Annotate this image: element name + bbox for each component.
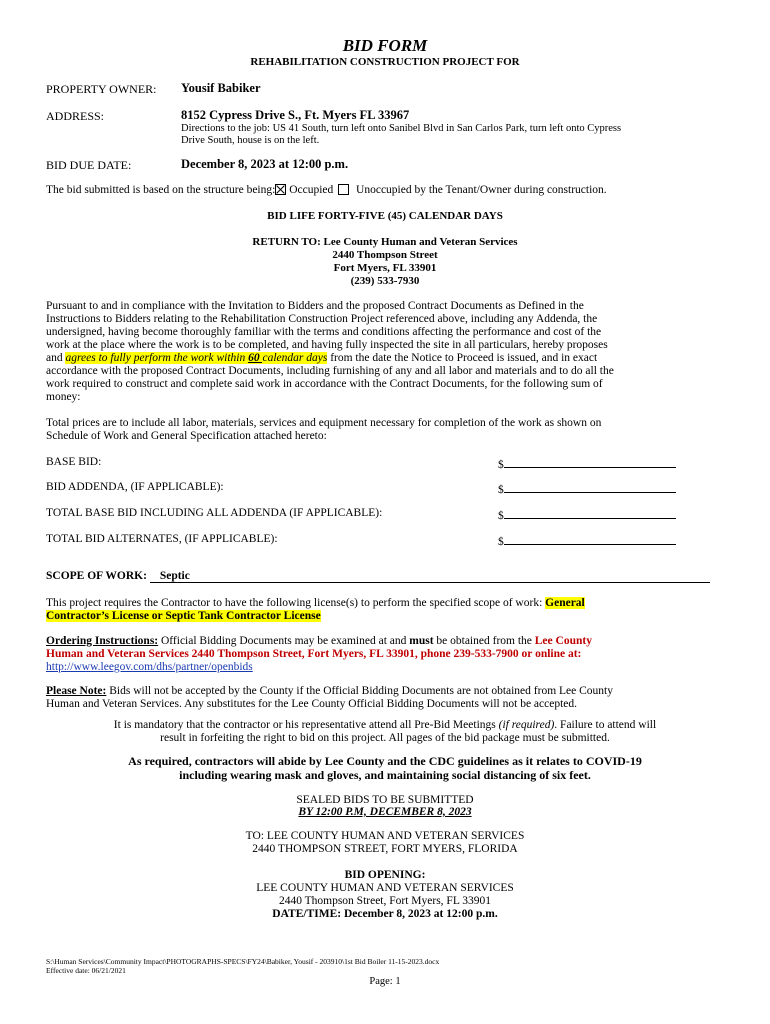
address-value: 8152 Cypress Drive S., Ft. Myers FL 33967 — [181, 108, 410, 122]
dollar-sign: $ — [498, 536, 504, 548]
pursuant-text: and — [46, 352, 66, 364]
sealed-bids-line-1: SEALED BIDS TO BE SUBMITTED — [296, 794, 474, 806]
totals-note-line: Schedule of Work and General Specification attached hereto: — [46, 430, 327, 442]
mandatory-line-1 — [0, 719, 770, 731]
pursuant-line: Pursuant to and in compliance with the Invitation to Bidders and the proposed Contract Documents as Defined in the — [46, 300, 584, 312]
note-label: Please Note: — [46, 685, 107, 697]
unoccupied-label: Unoccupied by the Tenant/Owner during construction. — [356, 184, 607, 196]
ordering-must: must — [409, 635, 434, 647]
scope-label: SCOPE OF WORK: — [46, 570, 147, 582]
totals-note-line: Total prices are to include all labor, materials, services and equipment necessary for completion of the work as shown on — [46, 417, 602, 429]
total-base-bid-label: TOTAL BASE BID INCLUDING ALL ADDENDA (IF APPLICABLE): — [46, 507, 383, 519]
bid-life: BID LIFE FORTY-FIVE (45) CALENDAR DAYS — [267, 210, 503, 222]
days-value: 60 — [248, 352, 263, 364]
pursuant-line: undersigned, having become thoroughly familiar with the terms and conditions affecting the performance and cost of the — [46, 326, 602, 338]
amount-blank[interactable] — [504, 481, 676, 493]
scope-value: Septic — [150, 570, 710, 583]
agree-highlight: agrees to fully perform the work within — [65, 352, 249, 364]
mandatory-line-2: result in forfeiting the right to bid on this project. All pages of the bid package must be submitted. — [160, 732, 610, 744]
due-date-value: December 8, 2023 at 12:00 p.m. — [181, 157, 349, 171]
to-line-2: 2440 THOMPSON STREET, FORT MYERS, FLORIDA — [252, 843, 518, 855]
bid-opening-datetime: DATE/TIME: December 8, 2023 at 12:00 p.m. — [272, 908, 498, 920]
directions-line-2: Drive South, house is on the left. — [181, 135, 320, 146]
pursuant-line: money: — [46, 391, 81, 403]
amount-blank[interactable] — [504, 533, 676, 545]
bid-opening-line-3: 2440 Thompson Street, Fort Myers, FL 33901 — [278, 895, 492, 907]
pursuant-line: accordance with the proposed Contract Documents, including furnishing of any and all labor and materials and to do all the — [46, 365, 614, 377]
dollar-sign: $ — [498, 459, 504, 471]
base-bid-label: BASE BID: — [46, 456, 102, 468]
amount-blank[interactable] — [504, 456, 676, 468]
license-highlight: General — [545, 597, 585, 609]
ordering-text: be obtained from the — [433, 635, 535, 647]
mandatory-text: It is mandatory that the contractor or his representative attend all Pre-Bid Meetings — [113, 719, 499, 731]
covid-line-1: As required, contractors will abide by Lee County and the CDC guidelines as it relates to COVID-19 — [128, 754, 642, 768]
openbids-link[interactable]: http://www.leegov.com/dhs/partner/openbids — [46, 661, 253, 673]
ordering-label: Ordering Instructions: — [46, 635, 159, 647]
return-to-line-4: (239) 533-7930 — [350, 275, 420, 287]
total-base-bid-amount-field[interactable] — [498, 507, 676, 522]
ordering-text: Official Bidding Documents may be examined at and — [158, 635, 410, 647]
license-text: This project requires the Contractor to have the following license(s) to perform the specified scope of work: — [46, 597, 546, 609]
mandatory-italic: (if required) — [498, 719, 555, 731]
covid-line-2: including wearing mask and gloves, and maintaining social distancing of six feet. — [179, 768, 591, 782]
pursuant-text: from the date the Notice to Proceed is issued, and in exact — [327, 352, 598, 364]
structure-line — [46, 184, 607, 196]
document-title: BID FORM — [342, 36, 428, 55]
pursuant-paragraph — [46, 300, 726, 404]
directions-line-1: Directions to the job: US 41 South, turn left onto Sanibel Blvd in San Carlos Park, turn left onto Cypress — [181, 123, 622, 134]
bid-addenda-amount-field[interactable] — [498, 481, 676, 496]
return-to-line-3: Fort Myers, FL 33901 — [333, 262, 437, 274]
to-line-1: TO: LEE COUNTY HUMAN AND VETERAN SERVICES — [245, 830, 525, 842]
page-number: Page: 1 — [369, 976, 401, 987]
bid-addenda-label: BID ADDENDA, (IF APPLICABLE): — [46, 481, 224, 493]
amount-blank[interactable] — [504, 507, 676, 519]
return-to-line-1: RETURN TO: Lee County Human and Veteran Services — [252, 236, 518, 248]
ordering-instructions — [46, 635, 726, 674]
footer-effective-date: Effective date: 06/21/2021 — [46, 966, 126, 975]
due-date-label: BID DUE DATE: — [46, 158, 132, 172]
pursuant-line-agree — [46, 352, 726, 365]
agree-highlight: calendar days — [262, 352, 328, 364]
mandatory-text: . Failure to attend will — [554, 719, 657, 731]
pursuant-line: work at the place where the work is to be completed, and having fully inspected the site in all particulars, hereby proposes — [46, 339, 608, 351]
dollar-sign: $ — [498, 484, 504, 496]
note-text: Bids will not be accepted by the County if the Official Bidding Documents are not obtained from Lee County — [106, 685, 613, 697]
pursuant-line: work required to construct and complete said work in accordance with the Contract Documents, for the following sum of — [46, 378, 603, 390]
scope-of-work — [46, 570, 726, 583]
base-bid-amount-field[interactable] — [498, 456, 676, 471]
return-to-line-2: 2440 Thompson Street — [332, 249, 438, 261]
address-label: ADDRESS: — [46, 109, 105, 123]
unoccupied-checkbox[interactable] — [338, 184, 349, 195]
please-note — [46, 685, 726, 711]
document-subtitle: REHABILITATION CONSTRUCTION PROJECT FOR — [250, 56, 520, 68]
ordering-address: Lee County — [534, 635, 592, 647]
footer-file-path: S:\Human Services\Community Impact\PHOTOGRAPHS-SPECS\FY24\Babiker, Yousif - 203910\1st Bid Boiler 11-15-2023.docx — [46, 957, 440, 966]
total-bid-alternates-label: TOTAL BID ALTERNATES, (IF APPLICABLE): — [46, 533, 278, 545]
sealed-bids-deadline: BY 12:00 P.M, DECEMBER 8, 2023 — [298, 806, 472, 818]
occupied-checkbox[interactable] — [275, 184, 286, 195]
owner-value: Yousif Babiker — [181, 81, 261, 95]
total-bid-alternates-amount-field[interactable] — [498, 533, 676, 548]
license-paragraph — [46, 597, 726, 623]
occupied-label: Occupied — [289, 184, 334, 196]
dollar-sign: $ — [498, 510, 504, 522]
bid-opening-line-2: LEE COUNTY HUMAN AND VETERAN SERVICES — [256, 882, 514, 894]
owner-label: PROPERTY OWNER: — [46, 82, 157, 96]
structure-prefix: The bid submitted is based on the structure being: — [46, 184, 276, 196]
pursuant-line: Instructions to Bidders relating to the Rehabilitation Construction Project referenced above, including any Addenda, the — [46, 313, 598, 325]
totals-note — [46, 417, 726, 443]
note-text: Human and Veteran Services. Any substitutes for the Lee County Official Bidding Documents will not be accepted. — [46, 698, 578, 710]
ordering-address: Human and Veteran Services 2440 Thompson Street, Fort Myers, FL 33901, phone 239-533-7900 or online at: — [46, 648, 582, 660]
license-highlight: Contractor’s License or Septic Tank Contractor License — [46, 610, 321, 622]
bid-opening-label: BID OPENING: — [344, 869, 426, 881]
